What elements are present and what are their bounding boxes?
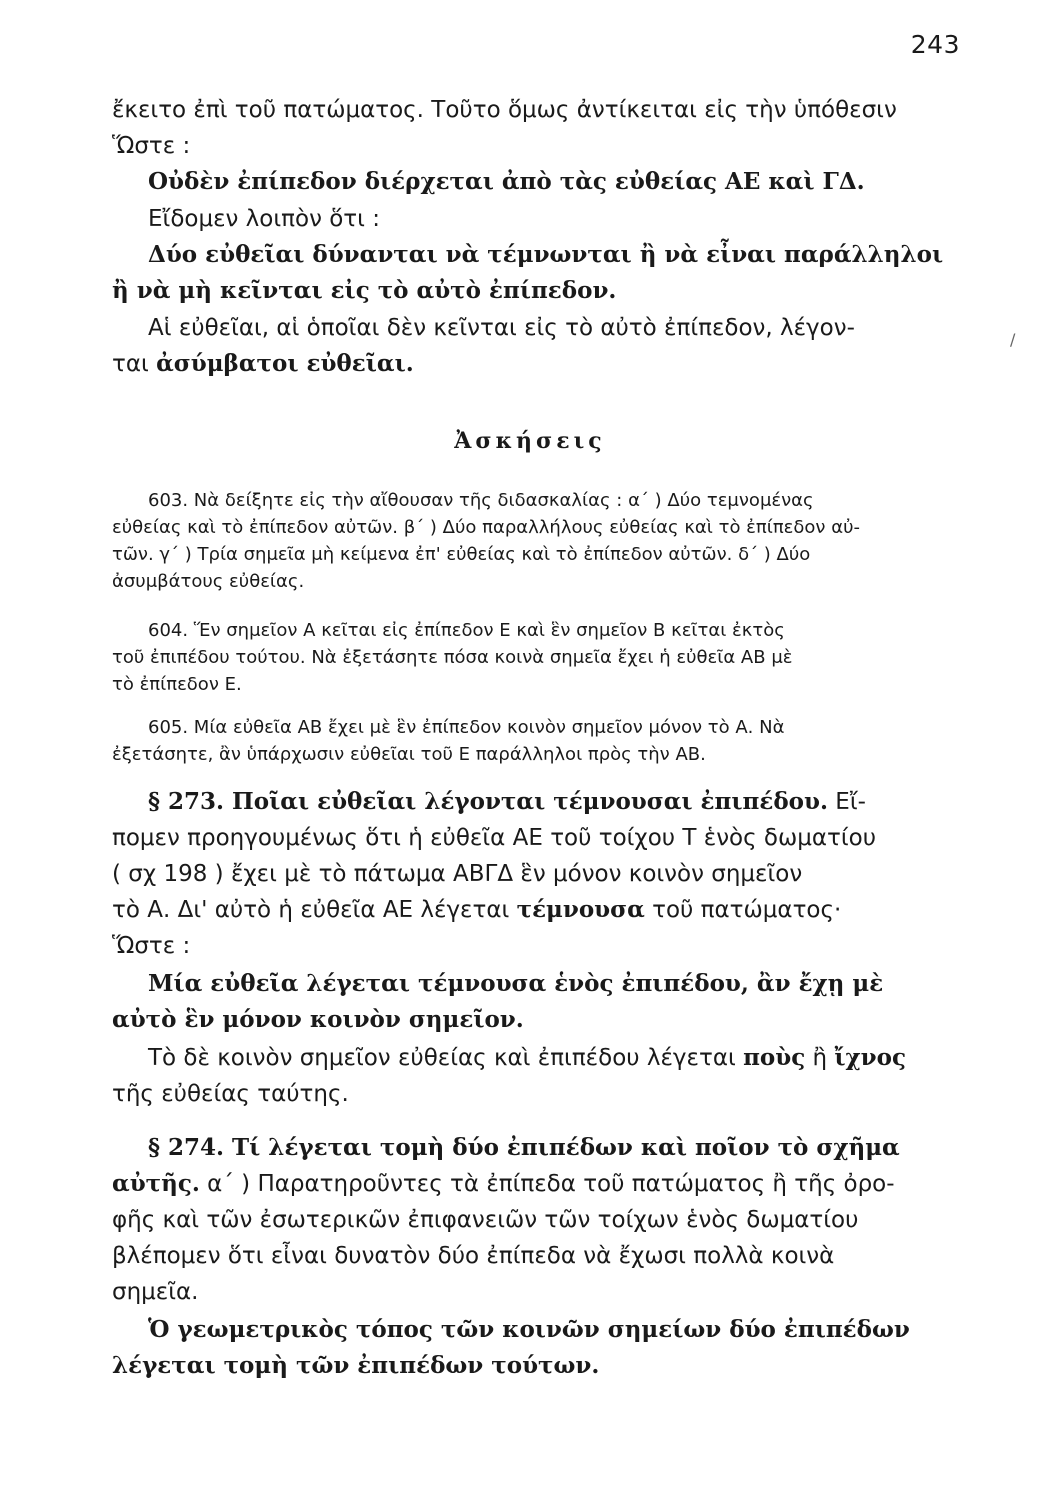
text-line: λέγεται τομὴ τῶν ἐπιπέδων τούτων.	[112, 1352, 600, 1379]
text-line	[112, 1166, 948, 1202]
text-line: Μία εὐθεῖα λέγεται τέμνουσα ἑνὸς ἐπιπέδου, ἂν ἔχῃ μὲ	[148, 970, 884, 997]
section-274	[112, 1130, 948, 1310]
rule-statement-2	[112, 237, 948, 309]
text-fragment: τὸ Α. Δι' αὐτὸ ἡ εὐθεῖα ΑΕ λέγεται	[112, 897, 517, 923]
text-fragment: Εἴ-	[835, 789, 866, 815]
text-line: βλέπομεν ὅτι εἶναι δυνατὸν δύο ἐπίπεδα νὰ ἔχωσι πολλὰ κοινὰ	[112, 1243, 835, 1269]
rule-statement-274	[112, 1312, 948, 1384]
text-line: ἢ νὰ μὴ κεῖνται εἰς τὸ αὐτὸ ἐπίπεδον.	[112, 277, 617, 304]
text-line: πομεν προηγουμένως ὅτι ἡ εὐθεῖα ΑΕ τοῦ τοίχου Τ ἑνὸς δωματίου	[112, 825, 877, 851]
defined-term: τέμνουσα	[516, 896, 645, 923]
exercise-604	[112, 617, 948, 698]
text-fragment: Τὸ δὲ κοινὸν σημεῖον εὐθείας καὶ ἐπιπέδου λέγεται	[148, 1045, 744, 1071]
text-line: ( σχ 198 ) ἔχει μὲ τὸ πάτωμα ΑΒΓΔ ἓν μόνον κοινὸν σημεῖον	[112, 861, 803, 887]
text-line: εὐθείας καὶ τὸ ἐπίπεδον αὐτῶν. β΄ ) Δύο παραλλήλους εὐθείας καὶ τὸ ἐπίπεδον αὐ-	[112, 517, 860, 538]
text-line: ἔκειτο ἐπὶ τοῦ πατώματος. Τοῦτο ὅμως ἀντίκειται εἰς τὴν ὑπόθεσιν	[112, 97, 897, 123]
exercises-heading: Ἀσκήσεις	[454, 428, 606, 454]
rule-statement-273	[112, 966, 948, 1038]
text-line: Ὁ γεωμετρικὸς τόπος τῶν κοινῶν σημείων δύο ἐπιπέδων	[148, 1316, 910, 1343]
text-line: 603. Νὰ δείξητε εἰς τὴν αἴθουσαν τῆς διδασκαλίας : α΄ ) Δύο τεμνομένας	[148, 490, 814, 511]
paragraph-trace	[112, 1040, 948, 1112]
text-line: τῆς εὐθείας ταύτης.	[112, 1081, 349, 1107]
defined-term: ἴχνος	[834, 1044, 906, 1071]
text-line	[112, 1040, 948, 1076]
text-line: 605. Μία εὐθεῖα ΑΒ ἔχει μὲ ἓν ἐπίπεδον κοινὸν σημεῖον μόνον τὸ Α. Νὰ	[148, 717, 785, 738]
page-number: 243	[910, 30, 960, 59]
text-line: ἐξετάσητε, ἂν ὑπάρχωσιν εὐθεῖαι τοῦ Ε παράλληλοι πρὸς τὴν ΑΒ.	[112, 744, 706, 765]
defined-term: ποὺς	[743, 1044, 806, 1071]
paragraph-conclusion-intro	[112, 201, 948, 237]
text-line: Δύο εὐθεῖαι δύνανται νὰ τέμνωνται ἢ νὰ εἶναι παράλληλοι	[148, 241, 944, 268]
exercise-605	[112, 714, 948, 768]
text-fragment: ται	[112, 351, 157, 377]
section-heading-274-end: αὐτῆς.	[112, 1170, 200, 1197]
text-fragment: ἢ	[805, 1045, 835, 1071]
paragraph-definition-skew	[112, 310, 948, 382]
section-heading-274: § 274. Τί λέγεται τομὴ δύο ἐπιπέδων καὶ ποῖον τὸ σχῆμα	[148, 1134, 900, 1161]
text-line: Ὥστε :	[112, 933, 191, 959]
text-line: Ὥστε :	[112, 133, 191, 159]
text-line	[112, 346, 948, 382]
section-273	[112, 784, 948, 964]
text-line: τοῦ ἐπιπέδου τούτου. Νὰ ἐξετάσητε πόσα κοινὰ σημεῖα ἔχει ἡ εὐθεῖα ΑΒ μὲ	[112, 647, 793, 668]
margin-mark: /	[1010, 330, 1016, 349]
text-line: Εἴδομεν λοιπὸν ὅτι :	[148, 206, 380, 232]
text-line: τῶν. γ΄ ) Τρία σημεῖα μὴ κείμενα ἐπ' εὐθείας καὶ τὸ ἐπίπεδον αὐτῶν. δ΄ ) Δύο	[112, 544, 811, 565]
text-line: σημεῖα.	[112, 1279, 199, 1305]
text-fragment: τοῦ πατώματος·	[644, 897, 842, 923]
text-line: τὸ ἐπίπεδον Ε.	[112, 674, 242, 695]
paragraph-continuation	[112, 92, 948, 164]
text-line	[112, 892, 948, 928]
text-line	[112, 784, 948, 820]
text-fragment: α΄ ) Παρατηροῦντες τὰ ἐπίπεδα τοῦ πατώματος ἢ τῆς ὀρο-	[199, 1171, 895, 1197]
section-heading-273: § 273. Ποῖαι εὐθεῖαι λέγονται τέμνουσαι ἐπιπέδου.	[148, 788, 828, 815]
text-line: ἀσυμβάτους εὐθείας.	[112, 571, 305, 592]
rule-statement-1	[112, 164, 948, 200]
text-line: Αἱ εὐθεῖαι, αἱ ὁποῖαι δὲν κεῖνται εἰς τὸ αὐτὸ ἐπίπεδον, λέγον-	[148, 315, 855, 341]
text-line: Οὐδὲν ἐπίπεδον διέρχεται ἀπὸ τὰς εὐθείας ΑΕ καὶ ΓΔ.	[148, 168, 865, 195]
text-line: 604. Ἕν σημεῖον Α κεῖται εἰς ἐπίπεδον Ε καὶ ἓν σημεῖον Β κεῖται ἐκτὸς	[148, 620, 785, 641]
text-line: αὐτὸ ἓν μόνον κοινὸν σημεῖον.	[112, 1006, 524, 1033]
text-line: φῆς καὶ τῶν ἐσωτερικῶν ἐπιφανειῶν τῶν τοίχων ἑνὸς δωματίου	[112, 1207, 859, 1233]
exercise-603	[112, 487, 948, 595]
defined-term: ἀσύμβατοι εὐθεῖαι.	[156, 350, 414, 377]
